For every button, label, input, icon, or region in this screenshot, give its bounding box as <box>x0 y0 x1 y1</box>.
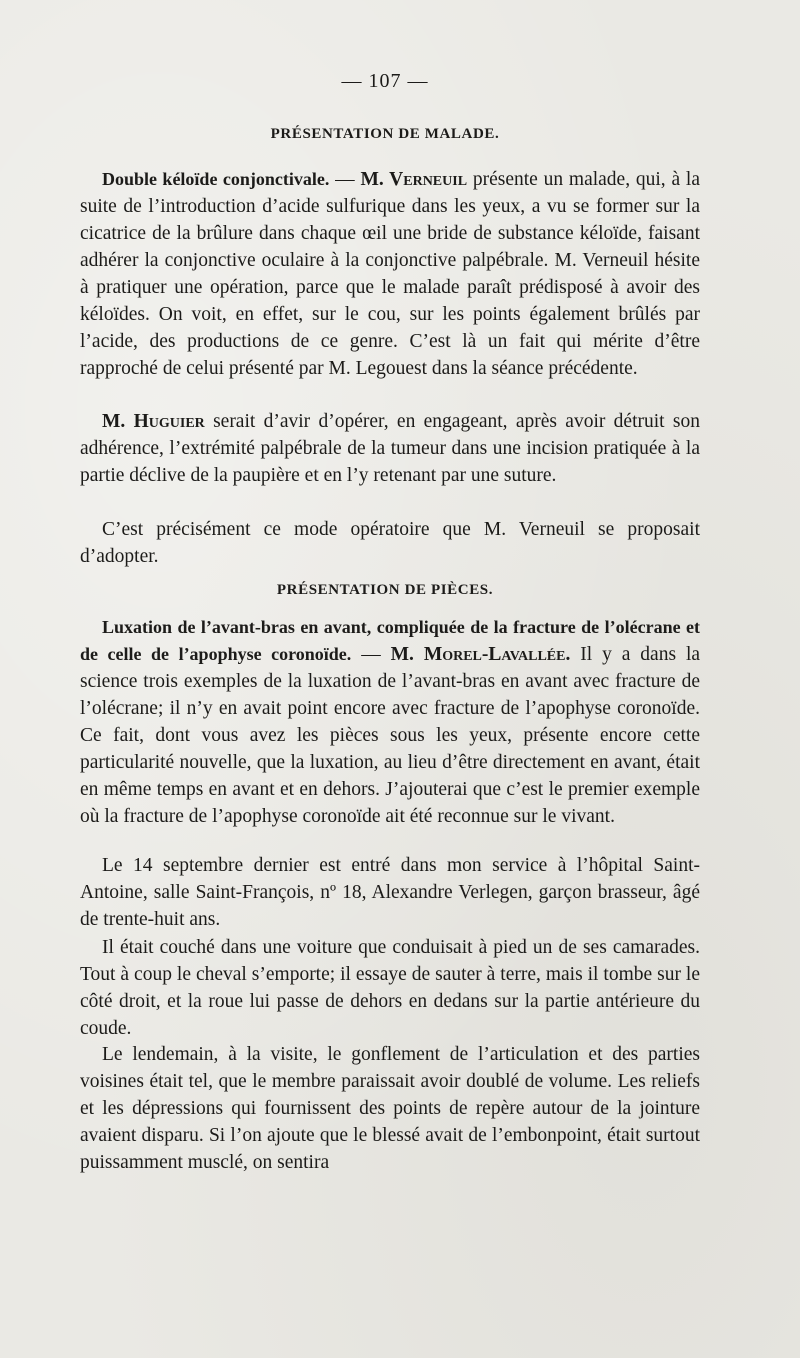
paragraph-text: Il y a dans la science trois exemples de la luxation de l’avant-bras en avant avec fracture de l’olécrane; il n’y en avait point encore avec fracture de l’apophyse coronoïde. Ce fait, dont vous avez les pièces sous les yeux, présente encore cette particularité nouvelle, que la luxation, au lieu d’être directement en avant, était en même temps en avant et en dehors. J’ajouterai que c’est le premier exemple où la fracture de l’apophyse coronoïde ait été reconnue sur le vivant. <box>80 644 701 827</box>
title-dash: — <box>351 644 391 665</box>
section-heading-presentation-pieces: PRÉSENTATION DE PIÈCES. <box>276 582 494 598</box>
paragraph-keloide <box>80 166 700 382</box>
speaker-verneuil: M. Verneuil <box>360 169 468 190</box>
paragraph-next-day-visit <box>80 1041 700 1176</box>
subject-title-luxation: Luxation de l’avant-bras en avant, compliquée de la fracture de l’olécrane et de celle de l’apophyse coronoïde. <box>80 617 700 664</box>
paragraph-text: Le 14 septembre dernier est entré dans mon service à l’hôpital Saint-Antoine, salle Saint-François, nº 18, Alexandre Verlegen, garçon brasseur, âgé de trente-huit ans. <box>80 855 700 930</box>
speaker-morel-lavallee: M. Morel-Lavallée. <box>390 644 571 665</box>
title-dash: — <box>329 169 361 190</box>
paragraph-patient-admission <box>80 852 700 933</box>
section-heading-presentation-malade: PRÉSENTATION DE MALADE. <box>270 126 500 142</box>
paragraph-text: Il était couché dans une voiture que conduisait à pied un de ses camarades. Tout à coup le cheval s’emporte; il essaye de sauter à terre, mais il tombe sur le côté droit, et la roue lui passe de dehors en dedans sur la partie antérieure du coude. <box>80 937 700 1039</box>
paragraph-huguier <box>80 408 700 489</box>
subject-title-keloide: Double kéloïde conjonctivale. <box>102 169 330 189</box>
page-number: — 107 — <box>341 70 429 92</box>
speaker-huguier: M. Huguier <box>102 411 205 432</box>
paragraph-text: C’est précisément ce mode opératoire que M. Verneuil se proposait d’adopter. <box>80 519 700 567</box>
paragraph-text: Le lendemain, à la visite, le gonflement de l’articulation et des parties voisines était tel, que le membre paraissait avoir doublé de volume. Les reliefs et les dépressions qui fournissent des points de repère autour de la jointure avaient disparu. Si l’on ajoute que le blessé avait de l’embonpoint, était surtout puissamment musclé, on sentira <box>80 1044 700 1173</box>
paragraph-accident <box>80 934 700 1042</box>
paragraph-mode-operatoire <box>80 516 700 570</box>
paragraph-luxation <box>80 614 700 830</box>
paragraph-text: serait d’avir d’opérer, en engageant, après avoir détruit son adhérence, l’extrémité palpébrale de la tumeur dans une incision pratiquée à la partie déclive de la paupière et en l’y retenant par une suture. <box>80 411 700 486</box>
paragraph-text: présente un malade, qui, à la suite de l’introduction d’acide sulfurique dans les yeux, a vu se former sur la cicatrice de la brûlure dans chaque œil une bride de substance kéloïde, faisant adhérer la conjonctive oculaire à la conjonctive palpébrale. M. Verneuil hésite à pratiquer une opération, parce que le malade paraît prédisposé à avoir des kéloïdes. On voit, en effet, sur le cou, sur les points également brûlés par l’acide, des productions de ce genre. C’est là un fait qui mérite d’être rapproché de celui présenté par M. Legouest dans la séance précédente. <box>80 169 700 379</box>
